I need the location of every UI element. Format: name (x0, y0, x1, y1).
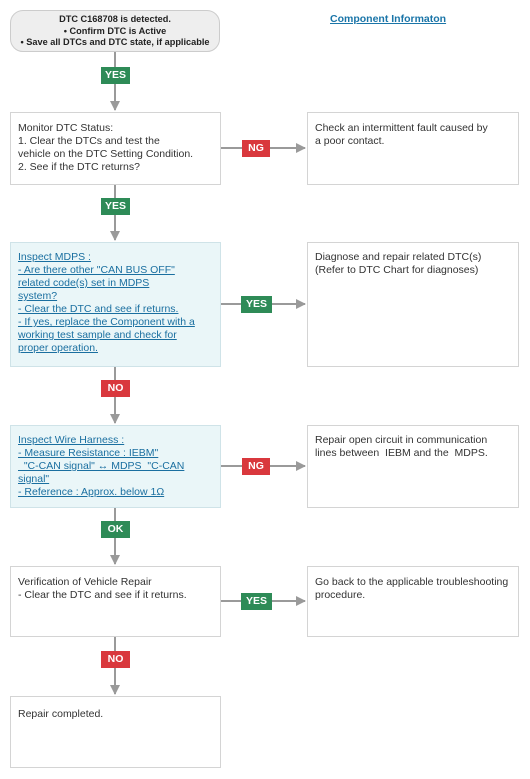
go-back-line-2: procedure. (315, 589, 366, 601)
step-inspect-wire-harness (10, 425, 221, 508)
verification-line-2: - Clear the DTC and see if it returns. (18, 589, 187, 601)
ng-badge-1: NG (242, 140, 270, 157)
mdps-line-2[interactable]: - Are there other "CAN BUS OFF" (18, 264, 175, 276)
wire-line-4[interactable]: signal" (18, 473, 50, 485)
open-circuit-line-1: Repair open circuit in communication (315, 434, 488, 446)
mdps-line-7[interactable]: working test sample and check for (18, 329, 177, 341)
diagnose-line-1: Diagnose and repair related DTC(s) (315, 251, 482, 263)
step-verification (10, 566, 221, 637)
mdps-line-4[interactable]: system? (18, 290, 58, 302)
ok-badge-1: OK (101, 521, 130, 538)
diagnose-line-2: (Refer to DTC Chart for diagnoses) (315, 264, 479, 276)
ng-badge-2: NG (242, 458, 270, 475)
open-circuit-line-2: lines between IEBM and the MDPS. (315, 447, 488, 459)
step-repair-completed (10, 696, 221, 768)
yes-badge-2: YES (101, 198, 130, 215)
mdps-line-5[interactable]: - Clear the DTC and see if returns. (18, 303, 179, 315)
start-node (10, 10, 220, 52)
monitor-line-3: vehicle on the DTC Setting Condition. (18, 148, 194, 160)
wire-line-1[interactable]: Inspect Wire Harness : (18, 434, 125, 446)
intermittent-line-1: Check an intermittent fault caused by (315, 122, 488, 134)
wire-line-3[interactable]: "C-CAN signal" ↔ MDPS "C-CAN (18, 460, 185, 472)
no-badge-1: NO (101, 380, 130, 397)
mdps-line-6[interactable]: - If yes, replace the Component with a (18, 316, 195, 328)
result-repair-open-circuit (307, 425, 519, 508)
mdps-line-8[interactable]: proper operation. (18, 342, 98, 354)
start-line-1: DTC C168708 is detected. (59, 14, 171, 24)
yes-badge-4: YES (241, 593, 272, 610)
wire-line-5[interactable]: - Reference : Approx. below 1Ω (18, 486, 165, 498)
yes-badge-3: YES (241, 296, 272, 313)
start-line-3: • Save all DTCs and DTC state, if applicable (20, 37, 210, 47)
wire-line-2[interactable]: - Measure Resistance : IEBM" (18, 447, 159, 459)
go-back-line-1: Go back to the applicable troubleshooting (315, 576, 509, 588)
step-monitor-dtc-status (10, 112, 221, 185)
monitor-line-4: 2. See if the DTC returns? (18, 161, 140, 173)
repair-line-1: Repair completed. (18, 708, 104, 720)
mdps-line-1[interactable]: Inspect MDPS : (18, 251, 91, 263)
mdps-line-3[interactable]: related code(s) set in MDPS (18, 277, 150, 289)
no-badge-2: NO (101, 651, 130, 668)
result-diagnose-related-dtc (307, 242, 519, 367)
component-information-link[interactable]: Component Informaton (330, 13, 447, 25)
monitor-line-2: 1. Clear the DTCs and test the (18, 135, 160, 147)
result-go-back-troubleshooting (307, 566, 519, 637)
yes-badge-1: YES (101, 67, 130, 84)
result-intermittent-fault (307, 112, 519, 185)
intermittent-line-2: a poor contact. (315, 135, 385, 147)
monitor-line-1: Monitor DTC Status: (18, 122, 114, 134)
start-line-2: • Confirm DTC is Active (63, 25, 167, 36)
verification-line-1: Verification of Vehicle Repair (18, 576, 152, 588)
step-inspect-mdps (10, 242, 221, 367)
